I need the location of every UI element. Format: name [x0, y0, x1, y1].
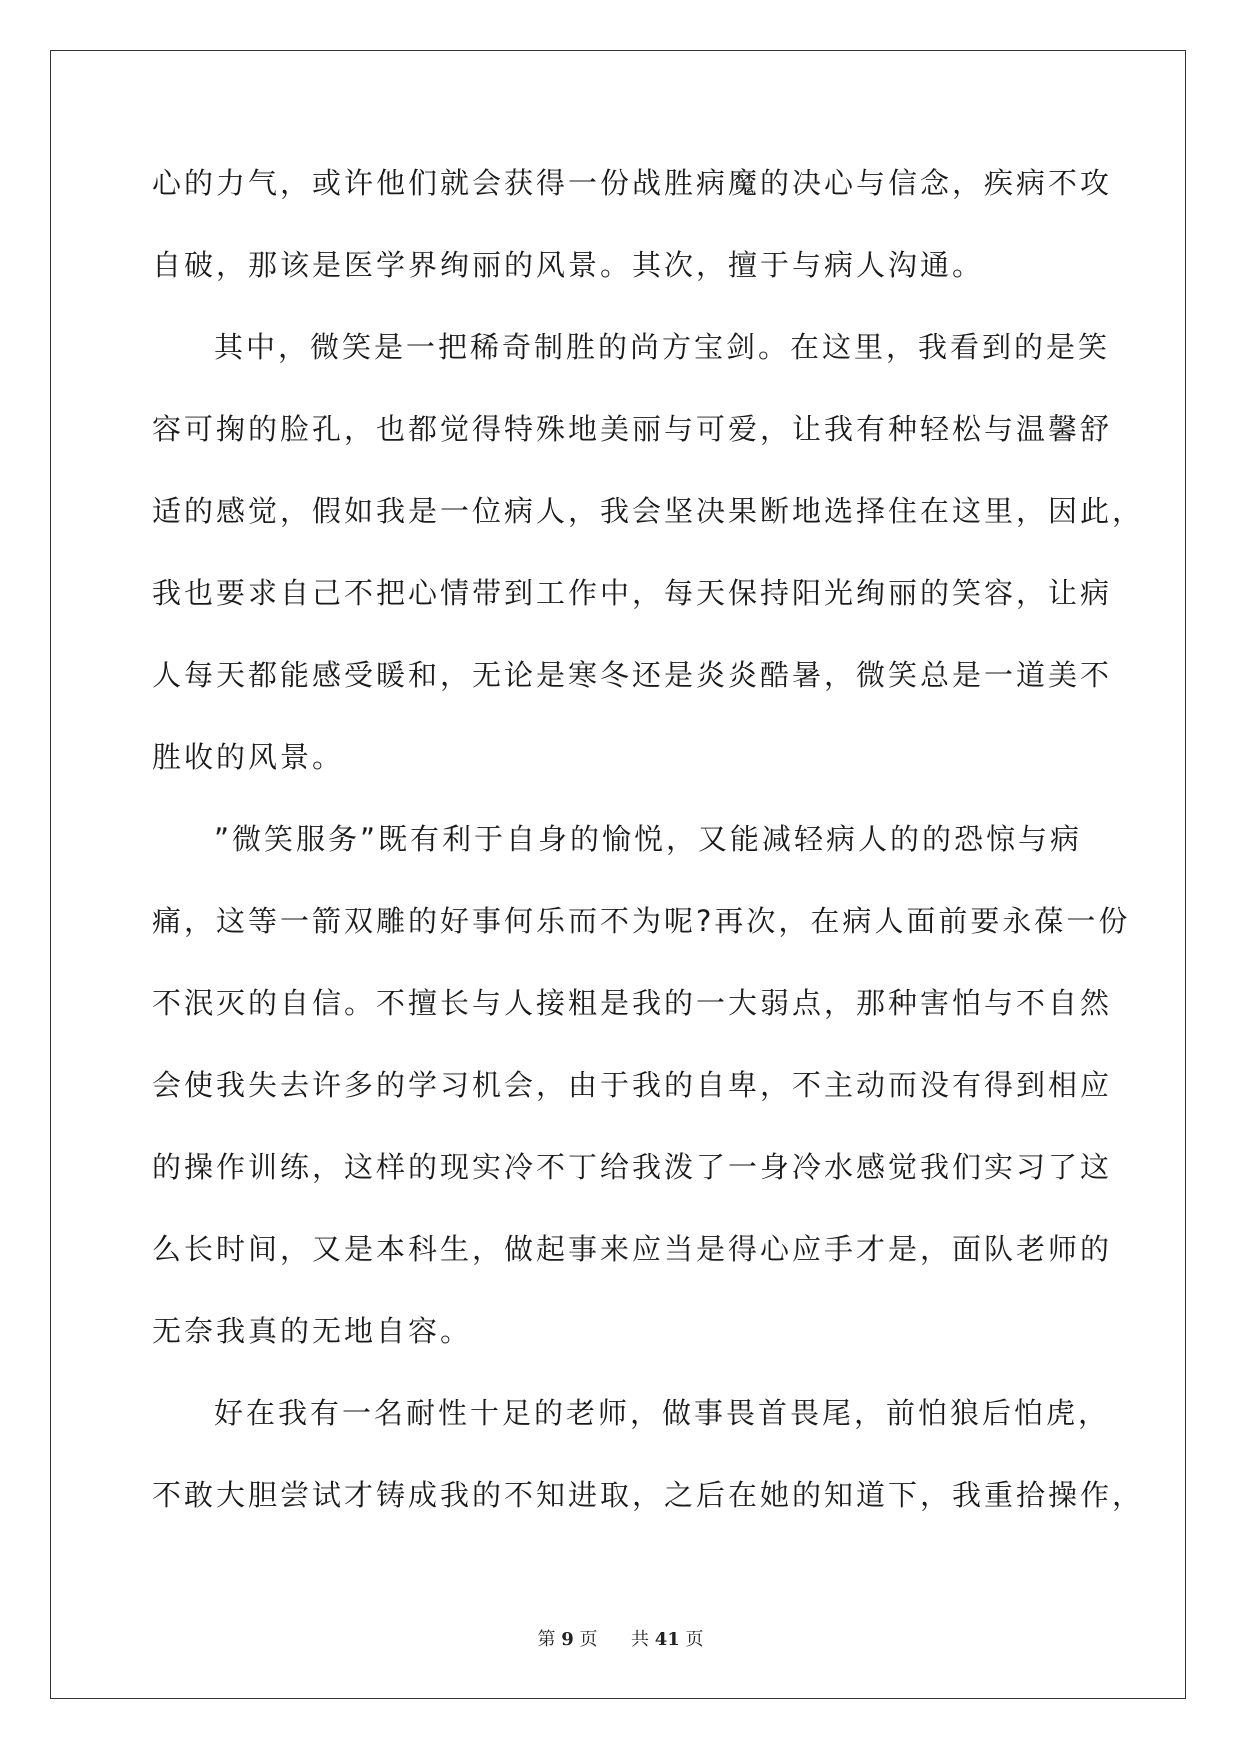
footer-suffix: 页: [579, 1629, 598, 1650]
text-line: 适的感觉，假如我是一位病人，我会坚决果断地选择住在这里，因此，: [152, 494, 1145, 528]
paragraph: [152, 1388, 1145, 1552]
page-footer: [0, 1625, 1241, 1651]
text-line: 人每天都能感受暖和，无论是寒冬还是炎炎酷暑，微笑总是一道美不: [152, 658, 1113, 692]
footer-total-prefix: 共: [630, 1629, 649, 1650]
text-line: 不敢大胆尝试才铸成我的不知进取，之后在她的知道下，我重拾操作，: [152, 1478, 1145, 1512]
text-line: 的操作训练，这样的现实冷不丁给我泼了一身冷水感觉我们实习了这: [152, 1150, 1113, 1184]
text-line: 心的力气，或许他们就会获得一份战胜病魔的决心与信念，疾病不攻: [152, 166, 1113, 200]
text-line: 胜收的风景。: [152, 740, 345, 774]
text-line: 我也要求自己不把心情带到工作中，每天保持阳光绚丽的笑容，让病: [152, 576, 1113, 610]
document-body: [152, 158, 1145, 1552]
text-line: 痛，这等一箭双雕的好事何乐而不为呢?再次，在病人面前要永葆一份: [152, 904, 1131, 938]
text-line: 么长时间，又是本科生，做起事来应当是得心应手才是，面队老师的: [152, 1232, 1113, 1266]
text-line: ”微笑服务”既有利于自身的愉悦，又能减轻病人的的恐惊与病: [214, 822, 1083, 856]
footer-prefix: 第: [537, 1629, 556, 1650]
text-line: 容可掬的脸孔，也都觉得特殊地美丽与可爱，让我有种轻松与温馨舒: [152, 412, 1113, 446]
text-line: 无奈我真的无地自容。: [152, 1314, 473, 1348]
paragraph: [152, 158, 1113, 322]
paragraph: [152, 322, 1145, 814]
page-number: 9: [561, 1629, 574, 1650]
text-line: 自破，那该是医学界绚丽的风景。其次，擅于与病人沟通。: [152, 248, 985, 282]
total-pages: 41: [654, 1629, 680, 1650]
footer-total-suffix: 页: [685, 1629, 704, 1650]
text-line: 好在我有一名耐性十足的老师，做事畏首畏尾，前怕狼后怕虎，: [214, 1396, 1111, 1430]
text-line: 不泯灭的自信。不擅长与人接粗是我的一大弱点，那种害怕与不自然: [152, 986, 1113, 1020]
text-line: 其中，微笑是一把稀奇制胜的尚方宝剑。在这里，我看到的是笑: [214, 330, 1111, 364]
paragraph: [152, 814, 1131, 1388]
text-line: 会使我失去许多的学习机会，由于我的自卑，不主动而没有得到相应: [152, 1068, 1113, 1102]
